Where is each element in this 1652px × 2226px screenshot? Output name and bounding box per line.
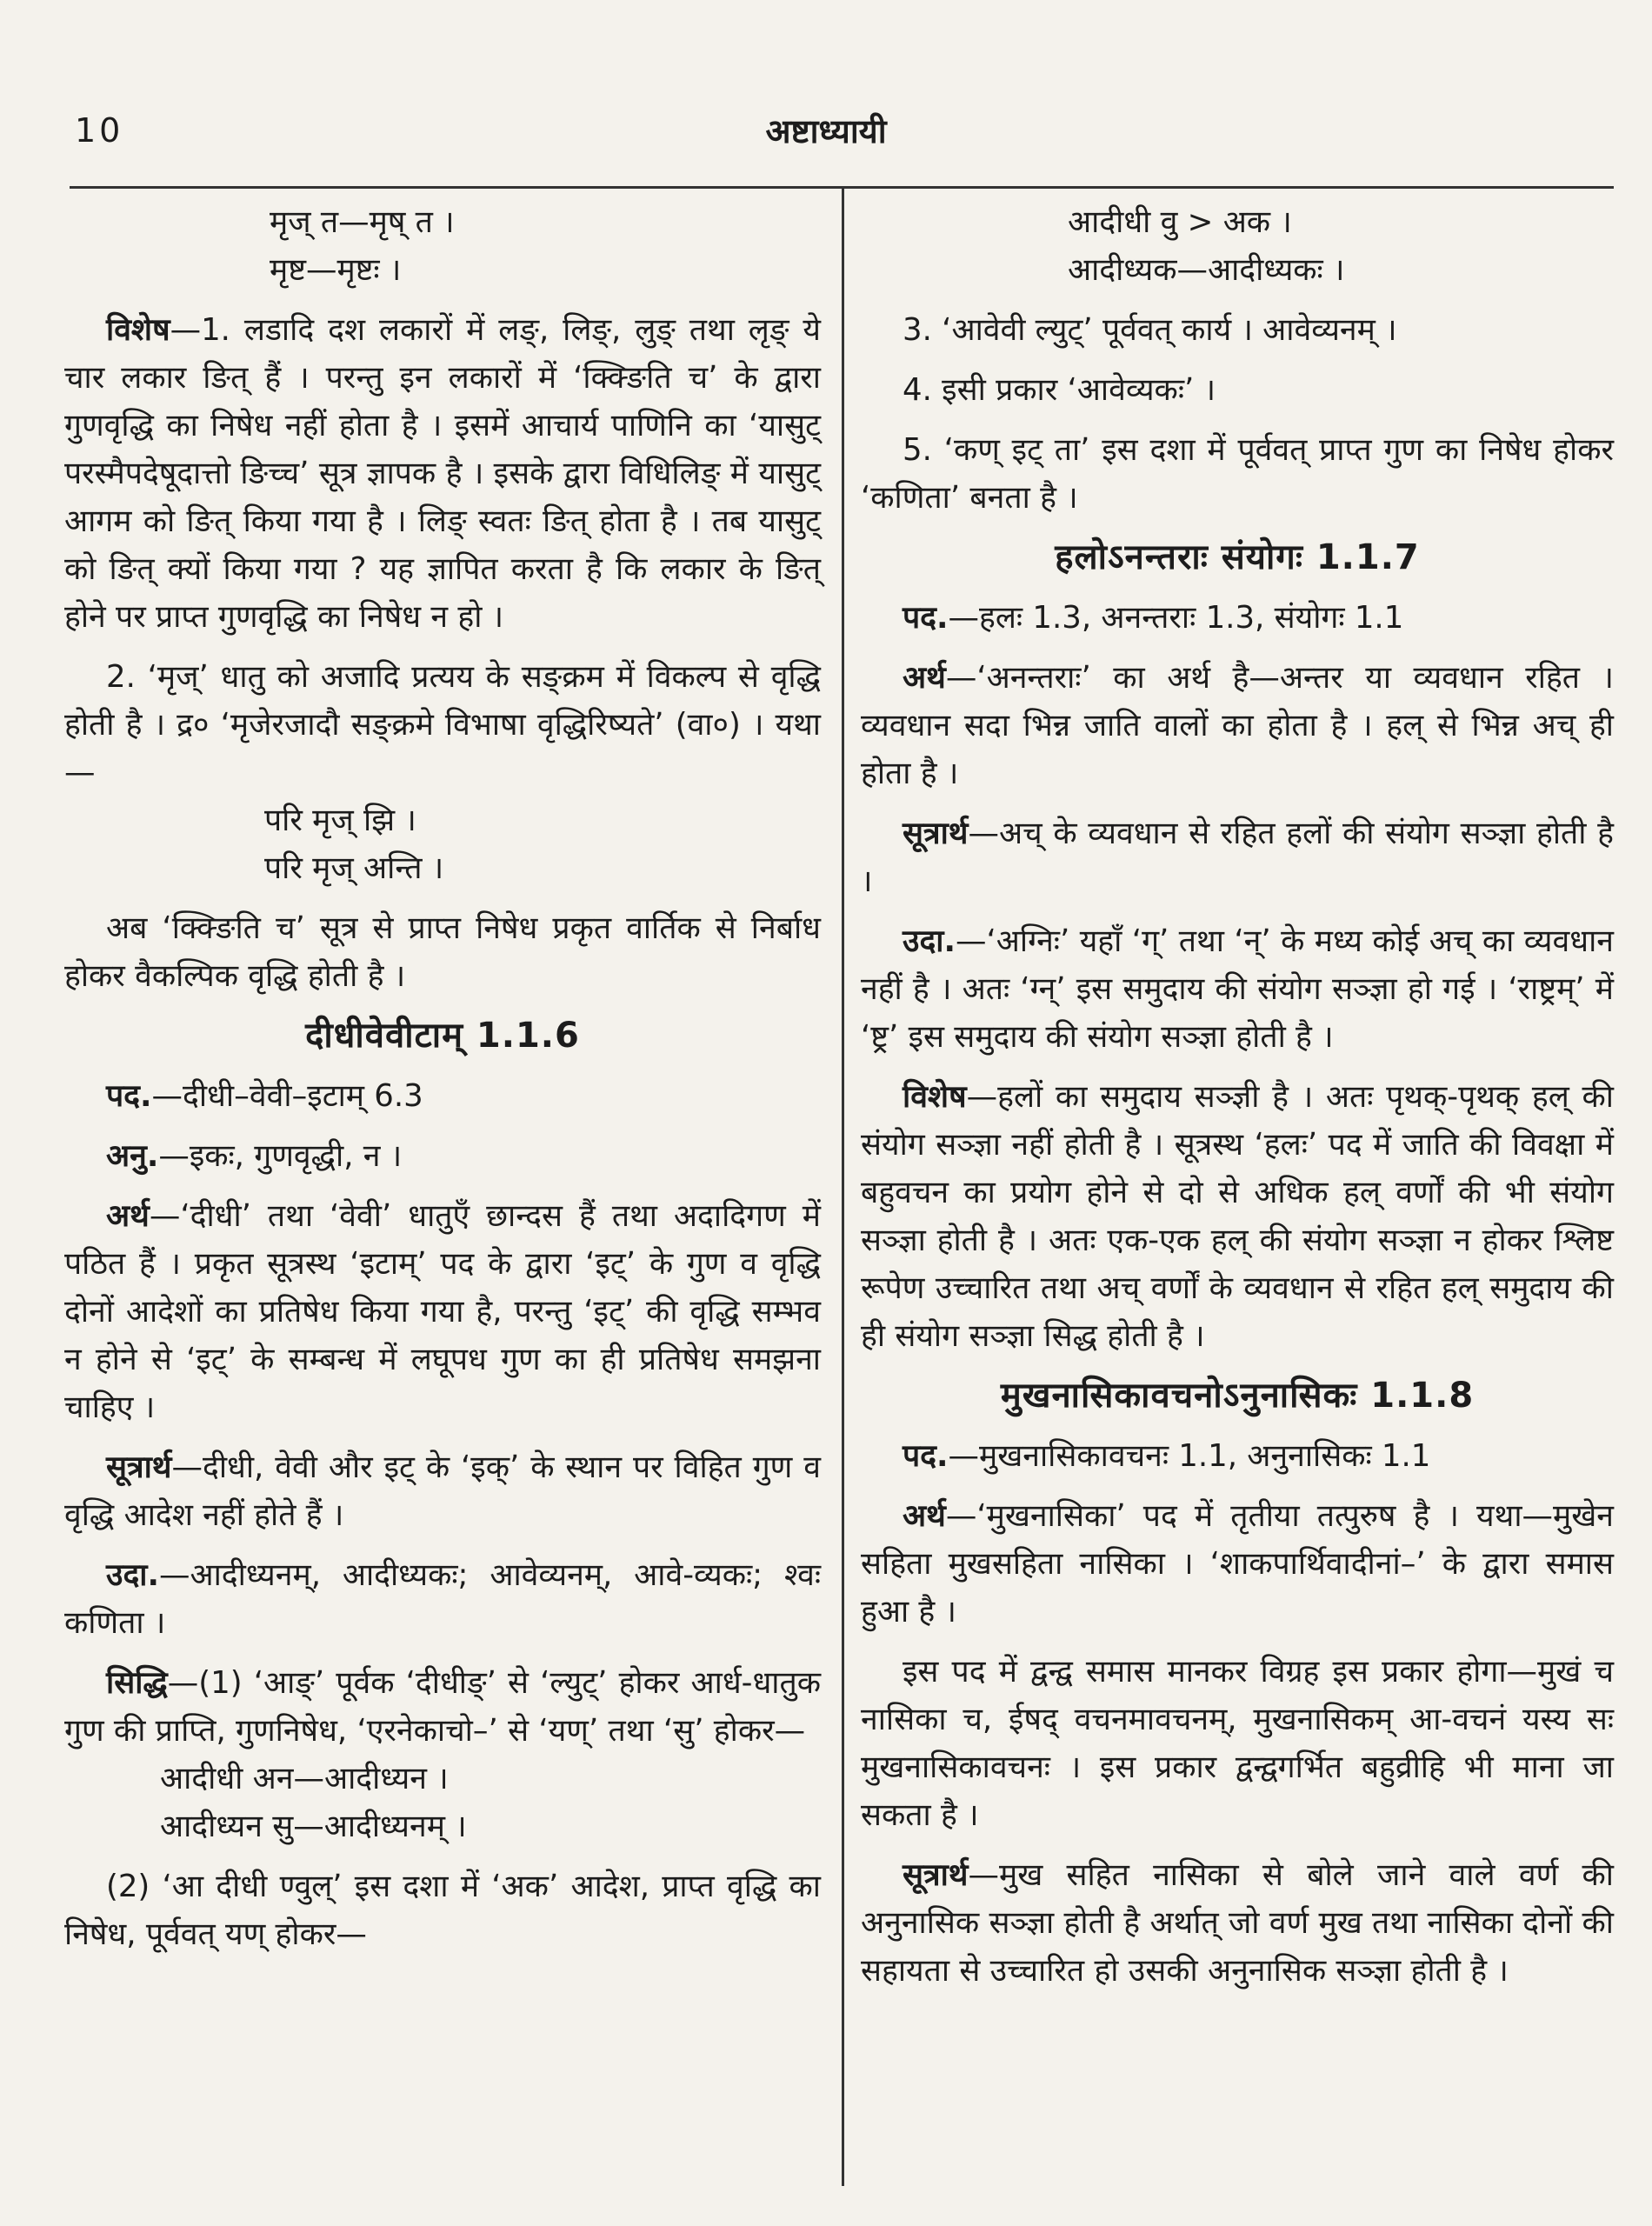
pada-line	[861, 594, 1614, 642]
artha-label: अर्थ	[903, 1498, 946, 1534]
sutrartha-text: —मुख सहित नासिका से बोले जाने वाले वर्ण की अनुनासिक सञ्ज्ञा होती है अर्थात् जो वर्ण मुख तथा नासिका दोनों की सहायता से उच्चारित हो उसकी अनुनासिक सञ्ज्ञा होती है ।	[861, 1857, 1614, 1989]
sutrartha-paragraph	[861, 1851, 1614, 1995]
siddhi-step-3: 3. ‘आवेवी ल्युट्’ पूर्ववत् कार्य । आवेव्यनम् ।	[903, 312, 1397, 348]
sutra-heading: दीधीवेवीटाम् 1.1.6	[305, 1016, 580, 1056]
pada-text: —दीधी–वेवी–इटाम् 6.3	[151, 1078, 423, 1114]
visesa-label: विशेष	[903, 1079, 967, 1115]
pada-label: पद.	[903, 600, 949, 636]
sutrartha-label: सूत्रार्थ	[903, 1857, 969, 1893]
sutrartha-label: सूत्रार्थ	[106, 1450, 172, 1485]
siddhi-step-4: 4. इसी प्रकार ‘आवेव्यकः’ ।	[903, 372, 1216, 408]
uda-paragraph	[861, 917, 1614, 1061]
page-number: 10	[75, 111, 124, 150]
artha-text: —‘अनन्तराः’ का अर्थ है—अन्तर या व्यवधान रहित । व्यवधान सदा भिन्न जाति वालों का होता है । हल् से भिन्न अच् ही होता है ।	[861, 660, 1614, 791]
pada-line	[64, 1072, 821, 1120]
pada-text: —हलः 1.3, अनन्तराः 1.3, संयोगः 1.1	[948, 600, 1404, 636]
artha-text: —‘मुखनासिका’ पद में तृतीया तत्पुरुष है । यथा—मुखेन सहिता मुखसहिता नासिका । ‘शाकपार्थिवादीनां–’ के द्वारा समास हुआ है ।	[861, 1498, 1614, 1630]
artha-text: —‘दीधी’ तथा ‘वेवी’ धातुएँ छान्दस हैं तथा अदादिगण में पठित हैं । प्रकृत सूत्रस्थ ‘इटाम्’ पद के द्वारा ‘इट्’ के गुण व वृद्धि दोनों आदेशों का प्रतिषेध किया गया है, परन्तु ‘इट्’ की वृद्धि सम्भव न होने से ‘इट्’ के सम्बन्ध में लघूपध गुण का ही प्रतिषेध समझना चाहिए ।	[64, 1198, 821, 1425]
pada-label: पद.	[903, 1438, 949, 1474]
sutrartha-label: सूत्रार्थ	[903, 816, 969, 851]
uda-text: —‘अग्निः’ यहाँ ‘ग्’ तथा ‘न्’ के मध्य कोई अच् का व्यवधान नहीं है । अतः ‘ग्न्’ इस समुदाय की संयोग सञ्ज्ञा हो गई । ‘राष्ट्रम्’ में ‘ष्ट्र’ इस समुदाय की संयोग सञ्ज्ञा होती है ।	[861, 923, 1614, 1055]
artha-paragraph	[861, 1492, 1614, 1636]
siddhi-text: —(1) ‘आङ्’ पूर्वक ‘दीधीङ्’ से ‘ल्युट्’ होकर आर्ध-धातुक गुण की प्राप्ति, गुणनिषेध, ‘एरनेकाचो–’ से ‘यण्’ तथा ‘सु’ होकर—	[64, 1665, 821, 1749]
uda-text: —आदीध्यनम्, आदीध्यकः; आवेव्यनम्, आवे-व्यकः; श्वः कणिता ।	[64, 1557, 821, 1641]
example-line: परि मृज् अन्ति ।	[264, 850, 444, 886]
artha-paragraph	[861, 654, 1614, 797]
pada-text: —मुखनासिकावचनः 1.1, अनुनासिकः 1.1	[948, 1438, 1431, 1474]
sutra-heading: हलोऽनन्तराः संयोगः 1.1.7	[1055, 537, 1420, 577]
siddhi-paragraph-2: (2) ‘आ दीधी ण्वुल्’ इस दशा में ‘अक’ आदेश, प्राप्त वृद्धि का निषेध, पूर्ववत् यण् होकर—	[64, 1869, 821, 1952]
sutrartha-paragraph	[64, 1443, 821, 1539]
visesa-text: —1. लडादि दश लकारों में लङ्, लिङ्, लुङ् तथा लृङ् ये चार लकार ङित् हैं । परन्तु इन लकारों में ‘क्क्ङिति च’ के द्वारा गुणवृद्धि का निषेध नहीं होता है । इसमें आचार्य पाणिनि का ‘यासुट् परस्मैपदेषूदात्तो ङिच्च’ सूत्र ज्ञापक है । इसके द्वारा विधिलिङ् में यासुट् आगम को ङित् किया गया है । लिङ् स्वतः ङित् होता है । तब यासुट् को ङित् क्यों किया गया ? यह ज्ञापित करता है कि लकार के ङित् होने पर प्राप्त गुणवृद्धि का निषेध न हो ।	[64, 312, 821, 635]
uda-label: उदा.	[106, 1557, 159, 1593]
example-line: मृज् त—मृष् त ।	[270, 204, 455, 240]
sutra-heading: मुखनासिकावचनोऽनुनासिकः 1.1.8	[1000, 1376, 1475, 1416]
anu-label: अनु.	[106, 1138, 159, 1174]
uda-paragraph	[64, 1551, 821, 1647]
artha-label: अर्थ	[903, 660, 946, 696]
left-column	[64, 198, 821, 1970]
example-line: आदीध्यन सु—आदीध्यनम् ।	[160, 1809, 467, 1844]
example-line: आदीधी वु > अक ।	[1068, 204, 1292, 240]
siddhi-label: सिद्धि	[106, 1665, 168, 1701]
sutrartha-paragraph	[861, 810, 1614, 905]
sutrartha-text: —अच् के व्यवधान से रहित हलों की संयोग सञ्ज्ञा होती है ।	[861, 816, 1614, 899]
pada-line	[861, 1432, 1614, 1480]
visesa-paragraph	[861, 1073, 1614, 1360]
siddhi-step-5: 5. ‘कण् इट् ता’ इस दशा में पूर्ववत् प्राप्त गुण का निषेध होकर ‘कणिता’ बनता है ।	[861, 432, 1614, 516]
visesa-paragraph-3: अब ‘क्क्ङिति च’ सूत्र से प्राप्त निषेध प्रकृत वार्तिक से निर्बाध होकर वैकल्पिक वृद्धि होती है ।	[64, 910, 821, 994]
example-line: मृष्ट—मृष्टः ।	[270, 252, 402, 288]
anu-line	[64, 1132, 821, 1180]
sutrartha-text: —दीधी, वेवी और इट् के ‘इक्’ के स्थान पर विहित गुण व वृद्धि आदेश नहीं होते हैं ।	[64, 1450, 821, 1533]
visesa-paragraph-2: 2. ‘मृज्’ धातु को अजादि प्रत्यय के सङ्क्रम में विकल्प से वृद्धि होती है । द्र० ‘मृजेरजादौ सङ्क्रमे विभाषा वृद्धिरिष्यते’ (वा०) । यथा—	[64, 659, 821, 790]
example-line: आदीध्यक—आदीध्यकः ।	[1068, 252, 1345, 288]
visesa-label: विशेष	[106, 312, 170, 348]
running-title: अष्टाध्यायी	[765, 112, 887, 150]
anu-text: —इकः, गुणवृद्धी, न ।	[158, 1138, 403, 1174]
example-line: परि मृज् झि ।	[264, 803, 416, 838]
visesa-text: —हलों का समुदाय सञ्ज्ञी है । अतः पृथक्-पृथक् हल् की संयोग सञ्ज्ञा नहीं होती है । सूत्रस्थ ‘हलः’ पद में जाति की विवक्षा में बहुवचन का प्रयोग होने से दो से अधिक हल् वर्णों की भी संयोग सञ्ज्ञा होती है । अतः एक-एक हल् की संयोग सञ्ज्ञा न होकर श्लिष्ट रूपेण उच्चारित तथा अच् वर्णों के व्यवधान से रहित हल् समुदाय की ही संयोग सञ्ज्ञा सिद्ध होती है ।	[861, 1079, 1614, 1354]
example-line: आदीधी अन—आदीध्यन ।	[160, 1761, 449, 1796]
siddhi-paragraph	[64, 1659, 821, 1755]
dvandva-paragraph: इस पद में द्वन्द्व समास मानकर विग्रह इस प्रकार होगा—मुखं च नासिका च, ईषद् वचनमावचनम्, मुखनासिकम् आ-वचनं यस्य सः मुखनासिकावचनः । इस प्रकार द्वन्द्वगर्भित बहुव्रीहि भी माना जा सकता है ।	[861, 1654, 1614, 1833]
artha-paragraph	[64, 1192, 821, 1431]
artha-label: अर्थ	[106, 1198, 150, 1234]
column-divider	[842, 186, 844, 2186]
visesa-paragraph	[64, 306, 821, 641]
uda-label: उदा.	[903, 923, 956, 959]
right-column	[861, 198, 1614, 2007]
pada-label: पद.	[106, 1078, 152, 1114]
